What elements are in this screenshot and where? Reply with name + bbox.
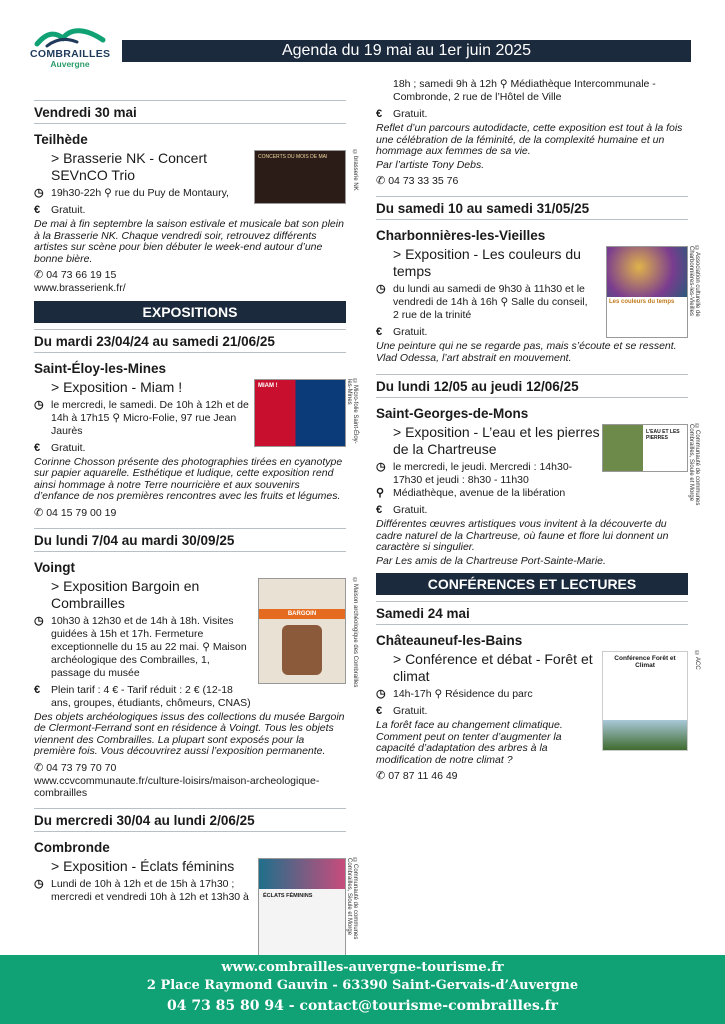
event-image: BARGOIN	[258, 578, 346, 684]
mountains-logo-icon	[33, 26, 107, 48]
event-title[interactable]: > Brasserie NK - Concert SEVnCO Trio	[51, 150, 207, 183]
event-description: De mai à fin septembre la saison estivale et musicale bat son plein à la Brasserie NK. Chaque vendredi soir, retrouvez différents artistes sur scène pour bien débuter le week-end autour d’une bonne bière.	[34, 218, 344, 265]
date-heading: Samedi 24 mai	[376, 601, 688, 625]
photo-credit: ©Maison archéologique des Combrailles	[352, 577, 358, 687]
event-description: Corinne Chosson présente des photographies tirées en cyanotype sur papier aquarelle. Esthétique et ludique, cette exposition rend ainsi hommage à notre Terre nourricière et aux souvenirs d’enfance de nos premières rencontres avec les fruits et légumes.	[34, 455, 343, 502]
event-description: Différentes œuvres artistiques vous invitent à la découverte du cadre naturel de la Chartreuse, où faune et flore lui donnent un caractère si singulier.	[376, 518, 669, 553]
city-heading: Saint-Georges-de-Mons	[376, 406, 529, 421]
event-entry: Conférence Forêt et Climat ©ACC > Conférence et débat - Forêt et climat ◷ 14h-17h ⚲ Résidence du parc € Gratuit. La forêt face au changement climatique. Comment peut on tenter d’augmenter la capacité d’adaptation des arbres à la modification de notre climat ? ✆ 07 87 11 46 49	[376, 651, 700, 782]
clock-icon: ◷	[376, 461, 386, 473]
phone-icon: ✆	[34, 761, 44, 774]
event-entry: BARGOIN ©Maison archéologique des Combrailles > Exposition Bargoin en Combrailles ◷ 10h30 à 12h30 et de 14h à 18h. Visites guidées à 15h et 17h. Fermeture exceptionnelle du 15 au 22 mai. ⚲ Maison archéologique des Combrailles, 1, passage du musée € Plein tarif : 4 € - Tarif réduit : 2 € (12-18 ans, groupes, étudiants, chômeurs, CNAS) Des objets archéologiques issus des collections du musée Bargoin de Clermont-Ferrand sont en résidence à Voingt. Tous les objets viennent des Combrailles. La plupart sont exposés pour la première fois. Vous découvrirez aussi l’exposition permanente. ✆ 04 73 79 70 70 www.ccvcommunaute.fr/culture-loisirs/maison-archeologique-combrailles	[34, 577, 358, 799]
phone-icon: ✆	[376, 770, 386, 782]
event-title[interactable]: > Exposition - Miam !	[51, 378, 183, 395]
event-entry: Les couleurs du temps ©Association culturelle de Charbonnières-les-Vieilles > Exposition - Les couleurs du temps ◷ du lundi au samedi de 9h30 à 11h30 et le vendredi de 14h à 16h ⚲ Salle du conseil, 2 rue de la trinité € Gratuit. Une peinture qui ne se regarde pas, mais s’écoute et se ressent. Vlad Odessa, l’art abstrait en mouvement.	[376, 246, 700, 364]
pin-icon: ⚲	[434, 688, 443, 700]
pin-icon: ⚲	[112, 411, 121, 424]
vase-illustration	[282, 625, 322, 675]
clock-icon: ◷	[34, 877, 44, 890]
euro-icon: €	[376, 108, 383, 120]
event-organizer: Par Les amis de la Chartreuse Port-Sainte-Marie.	[376, 554, 606, 567]
euro-icon: €	[34, 441, 41, 454]
date-heading: Du mercredi 30/04 au lundi 2/06/25	[34, 808, 346, 832]
event-title[interactable]: > Exposition Bargoin en Combrailles	[51, 577, 200, 611]
city-heading: Charbonnières-les-Vieilles	[376, 228, 546, 243]
footer-address: 2 Place Raymond Gauvin - 63390 Saint-Gervais-d’Auvergne	[146, 978, 579, 993]
section-band-expositions: EXPOSITIONS	[34, 301, 346, 323]
event-entry: MIAM ! ©Micro-folie Saint-Éloy-les-Mines > Exposition - Miam ! ◷ le mercredi, le samedi. De 10h à 12h et de 14h à 17h15 ⚲ Micro-Folie, 97 rue Jean Jaurès € Gratuit. Corinne Chosson présente des photographies tirées en cyanotype sur papier aquarelle. Esthétique et ludique, cette exposition rend ainsi hommage à notre Terre nourricière et aux souvenirs d’enfance de nos premières rencontres avec les fruits et légumes. ✆ 04 15 79 00 19	[34, 378, 358, 519]
website-link[interactable]: www.ccvcommunaute.fr/culture-loisirs/maison-archeologique-combrailles	[34, 774, 320, 799]
photo-credit: ©ACC	[694, 651, 700, 670]
event-title[interactable]: > Exposition - Les couleurs du temps	[393, 246, 581, 279]
date-heading: Du mardi 23/04/24 au samedi 21/06/25	[34, 329, 346, 353]
event-image: MIAM !	[254, 379, 346, 447]
city-heading: Voingt	[34, 559, 75, 575]
event-description: Une peinture qui ne se regarde pas, mais s’écoute et se ressent. Vlad Odessa, l’art abstrait en mouvement.	[376, 340, 677, 364]
event-description: Des objets archéologiques issus des collections du musée Bargoin de Clermont-Ferrand sont en résidence à Voingt. Tous les objets viennent des Combrailles. La plupart sont exposés pour la première fois. Vous découvrirez aussi l’exposition permanente.	[34, 710, 345, 757]
event-image: ÉCLATS FÉMININS	[258, 858, 346, 968]
event-entry-continued: 18h ; samedi 9h à 12h ⚲ Médiathèque Intercommunale - Combronde, 2 rue de l’Hôtel de Ville € Gratuit. Reflet d’un parcours autodidacte, cette exposition est tout à la fois une célébration de la féminité, de la complexité humaine et un hommage aux femmes de sa vie. Par l’artiste Tony Debs. ✆ 04 73 33 35 76	[376, 78, 688, 188]
event-title[interactable]: > Conférence et débat - Forêt et climat	[393, 651, 593, 684]
photo-credit: ©brasserie NK	[352, 150, 358, 191]
euro-icon: €	[34, 204, 41, 216]
footer-contact[interactable]: 04 73 85 80 94 - contact@tourisme-combrailles.fr	[166, 998, 559, 1014]
brand-name: COMBRAILLES	[30, 48, 111, 60]
date-heading: Du lundi 7/04 au mardi 30/09/25	[34, 528, 346, 552]
phone-icon: ✆	[376, 175, 386, 187]
pin-icon: ⚲	[499, 78, 508, 90]
event-image: Conférence Forêt et Climat	[602, 651, 688, 751]
footer-band	[0, 955, 725, 1024]
event-artist: Par l’artiste Tony Debs.	[376, 158, 485, 171]
event-image: CONCERTS DU MOIS DE MAI	[254, 150, 346, 204]
euro-icon: €	[376, 705, 383, 717]
photo-credit: ©Micro-folie Saint-Éloy-les-Mines	[346, 378, 358, 444]
event-entry: ÉCLATS FÉMININS ©Communauté de communes Combrailles, Sioule et Morge > Exposition - Éclats féminins ◷ Lundi de 10h à 12h et de 15h à 17h30 ; mercredi et vendredi 10h à 12h et 13h30 à	[34, 858, 346, 904]
euro-icon: €	[34, 683, 41, 696]
left-column	[34, 100, 358, 939]
pin-icon: ⚲	[500, 296, 509, 308]
clock-icon: ◷	[34, 398, 44, 411]
event-image: L’EAU ET LES PIERRES	[602, 424, 688, 472]
photo-credit: ©Communauté de communes Combrailles, Sioule et Morge	[346, 857, 358, 939]
event-entry: CONCERTS DU MOIS DE MAI ©brasserie NK > Brasserie NK - Concert SEVnCO Trio ◷ 19h30-22h ⚲ rue du Puy de Montaury, € Gratuit. De mai à fin septembre la saison estivale et musicale bat son plein à la Brasserie NK. Chaque vendredi soir, retrouvez différents artistes sur scène pour bien débuter le week-end autour d’une bonne bière. ✆ 04 73 66 19 15 www.brasserienk.fr/	[34, 150, 358, 294]
city-heading: Châteauneuf-les-Bains	[376, 633, 523, 648]
euro-icon: €	[376, 504, 383, 516]
clock-icon: ◷	[376, 688, 386, 700]
section-band-conferences: CONFÉRENCES ET LECTURES	[376, 573, 688, 595]
clock-icon: ◷	[376, 283, 386, 295]
event-image: Les couleurs du temps	[606, 246, 688, 338]
clock-icon: ◷	[34, 614, 44, 627]
date-heading: Du samedi 10 au samedi 31/05/25	[376, 196, 688, 220]
photo-credit: ©Communauté de communes Combrailles, Sioule et Morge	[688, 424, 700, 506]
city-heading: Saint-Éloy-les-Mines	[34, 360, 167, 376]
pin-icon: ⚲	[202, 640, 210, 653]
brand-region: Auvergne	[50, 59, 90, 69]
city-heading: Teilhède	[34, 132, 88, 147]
event-title[interactable]: > Exposition - Éclats féminins	[51, 857, 235, 874]
brand-logo	[30, 26, 110, 69]
phone-icon: ✆	[34, 506, 44, 519]
date-heading: Du lundi 12/05 au jeudi 12/06/25	[376, 374, 688, 398]
pin-icon: ⚲	[104, 187, 112, 199]
event-entry: L’EAU ET LES PIERRES ©Communauté de communes Combrailles, Sioule et Morge > Exposition - L’eau et les pierres de la Chartreuse ◷ le mercredi, le jeudi. Mercredi : 14h30-17h30 et jeudi : 8h30 - 11h30 ⚲ Médiathèque, avenue de la libération € Gratuit. Différentes œuvres artistiques vous invitent à la découverte du cadre naturel de la Chartreuse, où faune et flore lui donnent un caractère si singulier. Par Les amis de la Chartreuse Port-Sainte-Marie.	[376, 424, 700, 567]
photo-credit: ©Association culturelle de Charbonnières-les-Vieilles	[688, 246, 700, 317]
date-heading: Vendredi 30 mai	[34, 100, 346, 124]
agenda-title-bar: Agenda du 19 mai au 1er juin 2025	[122, 40, 691, 62]
right-column	[376, 78, 700, 783]
event-description: Reflet d’un parcours autodidacte, cette exposition est tout à la fois une célébration de la féminité, de la complexité humaine et un hommage aux femmes de sa vie.	[376, 122, 683, 157]
event-title[interactable]: > Exposition - L’eau et les pierres de la Chartreuse	[393, 424, 600, 457]
website-link[interactable]: www.brasserienk.fr/	[34, 282, 126, 294]
city-heading: Combronde	[34, 839, 110, 855]
event-description: La forêt face au changement climatique. Comment peut on tenter d’augmenter la capacité d’adaptation des arbres à la modification de notre climat ?	[376, 719, 563, 766]
euro-icon: €	[376, 326, 383, 338]
phone-icon: ✆	[34, 269, 44, 281]
pin-icon: ⚲	[376, 487, 385, 499]
clock-icon: ◷	[34, 187, 44, 199]
footer-website[interactable]: www.combrailles-auvergne-tourisme.fr	[221, 960, 504, 975]
